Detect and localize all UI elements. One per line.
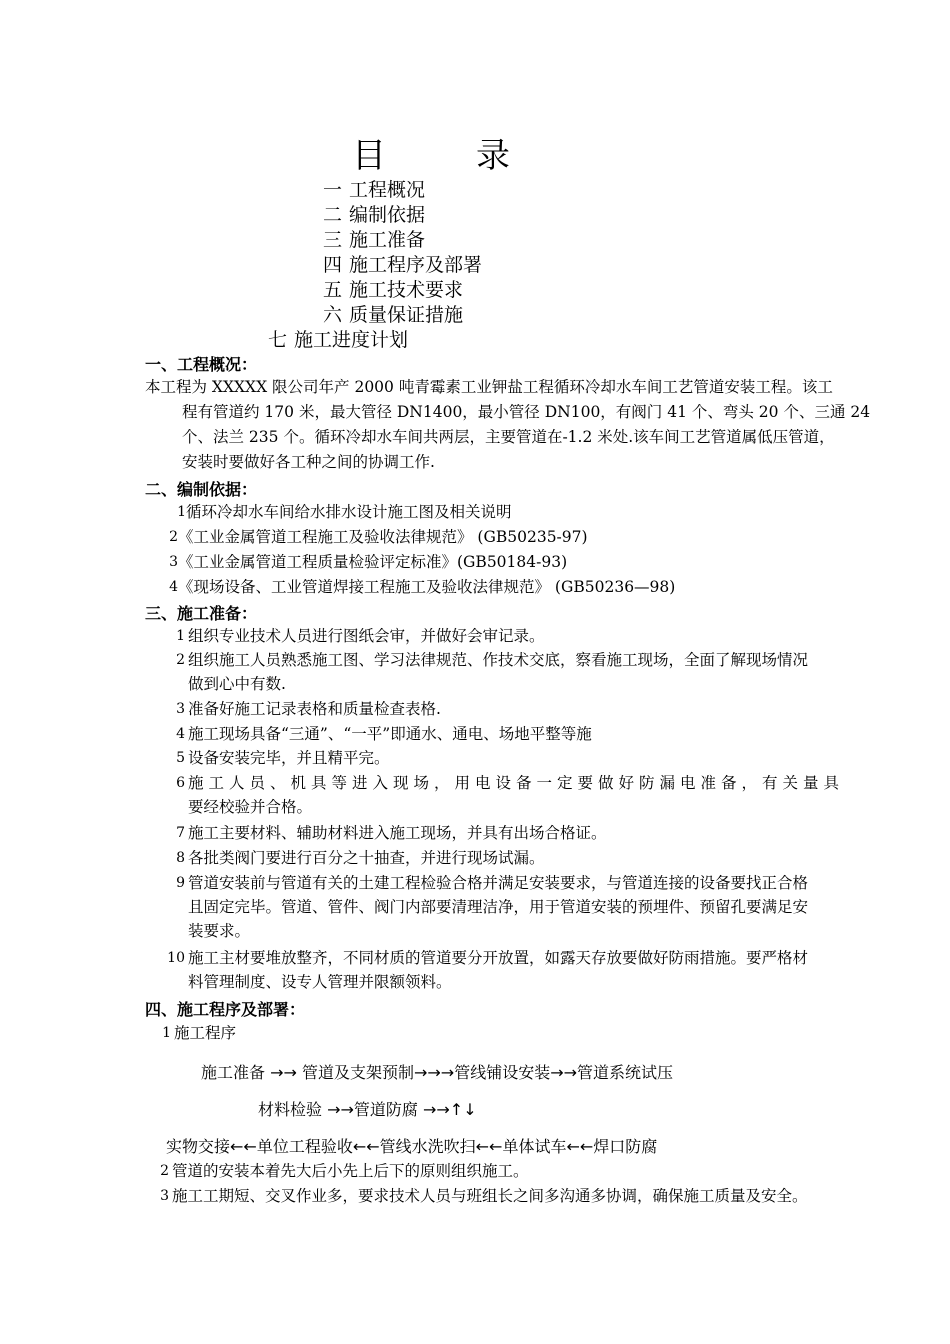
- item-number: 2: [176, 652, 185, 668]
- item-number: 3: [169, 554, 178, 570]
- toc-item-number: 一: [323, 179, 343, 201]
- item-text: 准备好施工记录表格和质量检查表格.: [188, 700, 441, 718]
- item-number: 9: [176, 875, 185, 891]
- item-text: 《现场设备、工业管道焊接工程施工及验收法律规范》 (GB50236—98): [178, 578, 676, 596]
- item-text: 施工现场具备“三通”、“一平”即通水、通电、场地平整等施: [188, 725, 592, 743]
- flowchart-row-3: 实物交接←←单位工程验收←←管线水洗吹扫←←单体试车←←焊口防腐: [166, 1137, 658, 1156]
- item-text: 管道安装前与管道有关的土建工程检验合格并满足安装要求，与管道连接的设备要找正合格: [188, 874, 809, 892]
- toc-title-char-1: 目: [352, 136, 386, 176]
- item-text: 各批类阀门要进行百分之十抽查，并进行现场试漏。: [188, 849, 545, 867]
- toc-item-number: 三: [323, 229, 343, 251]
- item-number: 1: [176, 628, 185, 644]
- toc-item-1: [323, 175, 425, 202]
- item-text: 装要求。: [188, 922, 251, 940]
- toc-item-5: [323, 275, 463, 302]
- item-text: 且固定完毕。管道、管件、阀门内部要清理洁净，用于管道安装的预埋件、预留孔要满足安: [188, 898, 809, 916]
- item-text: 施工人员、机具等进入现场，用电设备一定要做好防漏电准备，有关量具: [188, 774, 845, 792]
- item-text: 施工工期短、交叉作业多，要求技术人员与班组长之间多沟通多协调，确保施工质量及安全。: [172, 1187, 808, 1205]
- item-text: 《工业金属管道工程施工及验收法律规范》 (GB50235-97): [178, 528, 588, 546]
- flowchart-row-1: 施工准备 →→ 管道及支架预制→→→管线铺设安装→→管道系统试压: [201, 1063, 674, 1082]
- toc-item-7: [268, 325, 408, 352]
- flowchart-row-2: 材料检验 →→管道防腐 →→↑↓: [258, 1100, 477, 1119]
- toc-item-number: 七: [268, 329, 288, 351]
- item-text: 施工程序: [174, 1024, 237, 1042]
- toc-item-number: 六: [323, 304, 343, 326]
- item-number: 4: [169, 579, 178, 595]
- toc-item-number: 四: [323, 254, 343, 276]
- item-text: 料管理制度、设专人管理并限额领料。: [188, 973, 452, 991]
- toc-title-char-2: 录: [476, 136, 510, 176]
- item-text: 管道的安装本着先大后小先上后下的原则组织施工。: [172, 1162, 529, 1180]
- toc-item-label: 施工进度计划: [294, 329, 409, 351]
- toc-item-label: 编制依据: [349, 204, 426, 226]
- toc-item-3: [323, 225, 425, 252]
- item-text: 循环冷却水车间给水排水设计施工图及相关说明: [186, 503, 512, 521]
- item-text: 做到心中有数.: [188, 675, 286, 693]
- overview-line: 个、法兰 235 个。循环冷却水车间共两层，主要管道在-1.2 米处.该车间工艺管道属低压管道，: [182, 428, 835, 446]
- item-number: 4: [176, 726, 185, 742]
- item-text: 设备安装完毕，并且精平完。: [188, 749, 390, 767]
- item-text: 施工主要材料、辅助材料进入施工现场，并具有出场合格证。: [188, 824, 607, 842]
- toc-item-number: 二: [323, 204, 343, 226]
- toc-item-label: 工程概况: [349, 179, 426, 201]
- toc-title: [352, 128, 552, 177]
- toc-item-label: 施工准备: [349, 229, 426, 251]
- overview-line: 安装时要做好各工种之间的协调工作.: [182, 453, 435, 471]
- item-number: 8: [176, 850, 185, 866]
- toc-item-2: [323, 200, 425, 227]
- section-heading-basis: 二、编制依据：: [145, 480, 258, 499]
- section-heading-procedure: 四、施工程序及部署：: [145, 1000, 306, 1019]
- toc-item-4: [323, 250, 482, 277]
- item-number: 7: [176, 825, 185, 841]
- overview-line: 程有管道约 170 米，最大管径 DN1400，最小管径 DN100，有阀门 41 个、弯头 20 个、三通 24: [182, 403, 871, 421]
- item-number: 10: [167, 950, 185, 966]
- item-number: 2: [169, 529, 178, 545]
- item-number: 1: [177, 504, 186, 520]
- item-text: 《工业金属管道工程质量检验评定标准》(GB50184-93): [178, 553, 568, 571]
- toc-item-6: [323, 300, 463, 327]
- item-text: 施工主材要堆放整齐，不同材质的管道要分开放置，如露天存放要做好防雨措施。要严格材: [188, 949, 809, 967]
- item-number: 5: [176, 750, 185, 766]
- item-text: 组织施工人员熟悉施工图、学习法律规范、作技术交底，察看施工现场，全面了解现场情况: [188, 651, 809, 669]
- toc-item-label: 施工程序及部署: [349, 254, 483, 276]
- item-text: 组织专业技术人员进行图纸会审，并做好会审记录。: [188, 627, 545, 645]
- item-number: 3: [176, 701, 185, 717]
- item-number: 2: [160, 1163, 169, 1179]
- item-number: 6: [176, 775, 185, 791]
- toc-item-label: 施工技术要求: [349, 279, 464, 301]
- section-heading-preparation: 三、施工准备：: [145, 604, 258, 623]
- item-text: 要经校验并合格。: [188, 798, 313, 816]
- toc-item-number: 五: [323, 279, 343, 301]
- section-heading-overview: 一、工程概况：: [145, 355, 258, 374]
- overview-line: 本工程为 XXXXX 限公司年产 2000 吨青霉素工业钾盐工程循环冷却水车间工艺管道安装工程。该工: [145, 378, 833, 396]
- item-number: 1: [162, 1025, 171, 1041]
- toc-item-label: 质量保证措施: [349, 304, 464, 326]
- overview-paragraph: [145, 375, 871, 475]
- item-number: 3: [160, 1188, 169, 1204]
